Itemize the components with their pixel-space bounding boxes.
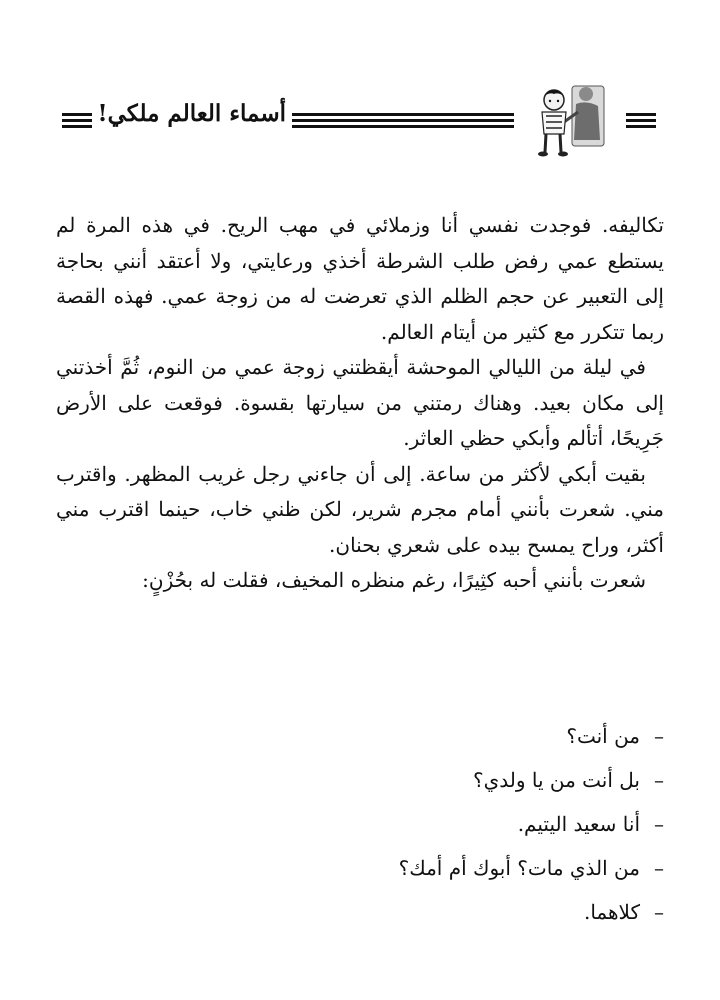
header-rule-left [62,113,92,128]
paragraph: تكاليفه. فوجدت نفسي أنا وزملائي في مهب الريح. في هذه المرة لم يستطع عمي رفض طلب الشرطة أخذي ورعايتي، ولا أعتقد أنني بحاجة إلى التعبير عن حجم الظلم الذي تعرضت له من زوجة عمي. فهذه القصة ربما تتكرر مع كثير من أيتام العالم. [56,213,664,344]
paragraph: بقيت أبكي لأكثر من ساعة. إلى أن جاءني رجل غريب المظهر. واقترب مني. شعرت بأنني أمام مجرم شرير، لكن ظني خاب، حينما اقترب مني أكثر، وراح يمسح بيده على شعري بحنان. [56,461,664,557]
dialogue-text: بل أنت من يا ولدي؟ [472,768,640,792]
page-title: أسماء العالم ملكي! [97,100,286,127]
dialogue-dash: – [654,812,664,836]
paragraph: في ليلة من الليالي الموحشة أيقظتني زوجة عمي من النوم، ثُمَّ أخذتني إلى مكان بعيد. وهناك رمتني من سيارتها بقسوة. فوقعت على الأرض جَرِيحًا، أتألم وأبكي حظي العاثر. [56,355,664,450]
dialogue-line [56,890,664,934]
story-text [56,208,664,599]
header-rule-right [626,113,656,128]
dialogue-dash: – [654,768,664,792]
dialogue-text: كلاهما. [583,900,640,924]
dialogue-text: من الذي مات؟ أبوك أم أمك؟ [398,856,640,880]
dialogue-line [56,846,664,890]
dialogue-line [56,802,664,846]
dialogue-text: أنا سعيد اليتيم. [517,812,640,836]
page-header [0,82,720,162]
dialogue-list [56,714,664,934]
dialogue-dash: – [654,856,664,880]
dialogue-dash: – [654,900,664,924]
dialogue-line [56,758,664,802]
paragraph: شعرت بأنني أحبه كثِيرًا، رغم منظره المخيف، فقلت له بحُزْنٍ: [142,568,646,592]
header-rule-middle [292,113,514,128]
dialogue-text: من أنت؟ [566,724,640,748]
dialogue-dash: – [654,724,664,748]
boy-and-man-illustration [528,82,612,162]
dialogue-line [56,714,664,758]
